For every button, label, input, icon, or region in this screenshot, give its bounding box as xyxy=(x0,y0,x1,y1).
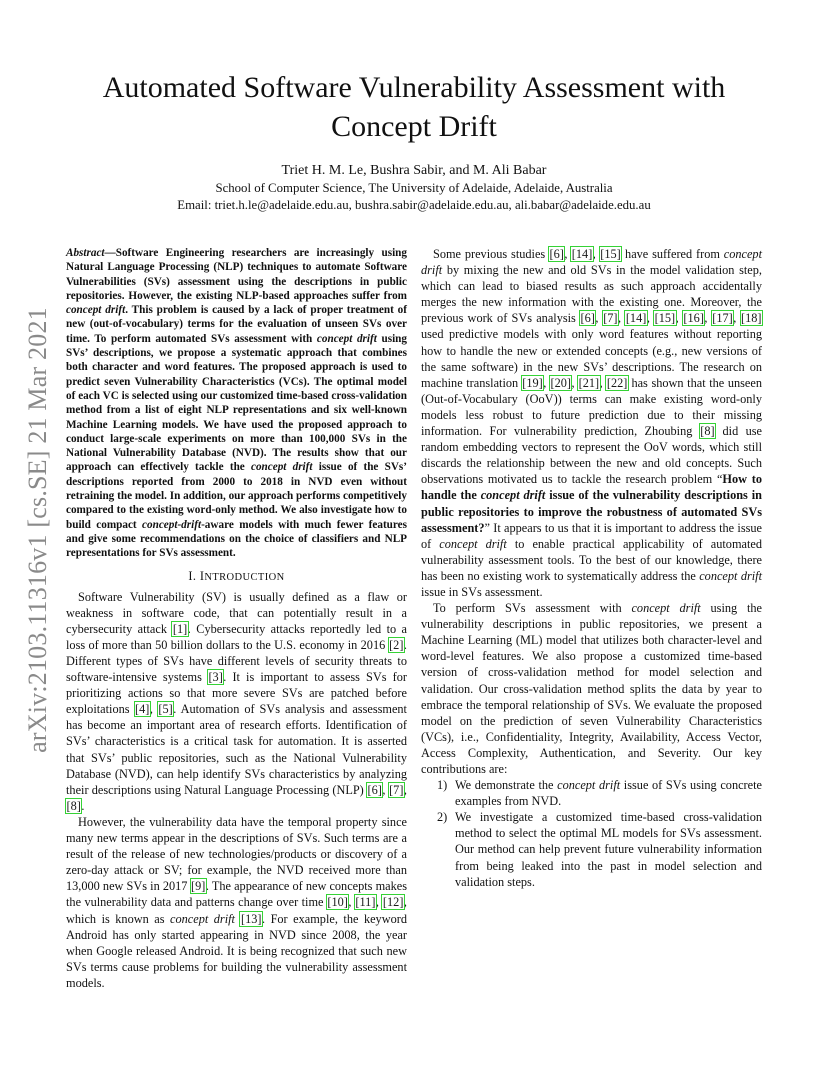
abstract-emph: concept drift xyxy=(316,332,377,345)
citation-link[interactable]: [19] xyxy=(522,375,543,390)
citation-link[interactable]: [14] xyxy=(625,311,647,326)
abstract-emph: concept drift xyxy=(66,304,126,317)
citation-link[interactable]: [6] xyxy=(580,311,595,326)
citation-link[interactable]: [3] xyxy=(208,670,223,685)
abstract-text: -aware models with much fewer features and give some recommendations on the choice of classifiers and NLP representations for SVs assessment. xyxy=(66,518,407,560)
abstract-dash: — xyxy=(104,247,116,259)
citation-link[interactable]: [21] xyxy=(578,375,600,390)
citation-link[interactable]: [13] xyxy=(240,911,262,926)
citation-link[interactable]: [10] xyxy=(327,895,348,910)
citation-link[interactable]: [4] xyxy=(135,702,150,717)
citation-link[interactable]: [22] xyxy=(606,375,628,390)
citation-link[interactable]: [7] xyxy=(389,782,404,797)
section-number: I. I xyxy=(188,568,205,583)
abstract-emph: concept drift xyxy=(250,461,313,474)
citation-link[interactable]: [8] xyxy=(66,798,81,813)
right-column xyxy=(421,246,762,890)
paragraph: Software Vulnerability (SV) is usually defined as a flaw or weakness in software code, that can potentially result in a cybersecurity attack [1]. Cybersecurity attacks reportedly led to a loss of more than 50 billion dollars to the U.S. economy in 2016 [2]. Different types of SVs have different levels of security threats to software-intensive systems [3]. It is important to assess SVs for prioritizing actions so that more severe SVs are patched before exploitations [4], [5]. Automation of SVs analysis and assessment has become an important area of research efforts. Identification of SVs’ characteristics is a critical task for automation. It is asserted that SVs’ public repositories, such as the National Vulnerability Database (NVD), can help identify SVs characteristics by analyzing their descriptions using Natural Language Processing (NLP) [6], [7], [8]. xyxy=(66,589,407,813)
citation-link[interactable]: [12] xyxy=(382,895,404,910)
list-item: 2) We investigate a customized time-based cross-validation method to select the optimal ML models for SVs assessment. Our method can help prevent future vulnerability information from being leaked into the past in model selection and validation steps. xyxy=(437,810,762,889)
contributions-list xyxy=(421,777,762,890)
citation-link[interactable]: [6] xyxy=(367,782,382,797)
abstract-text: issue of the SVs’ descriptions reported from 2000 to 2018 in NVD even without retraining the model. In addition, our approach performs competitively compared to the existing word-only method. We also investigate how to build compact xyxy=(66,461,407,531)
email-line: Email: triet.h.le@adelaide.edu.au, bushra.sabir@adelaide.edu.au, ali.babar@adelaide.edu.au xyxy=(177,198,651,212)
citation-link[interactable]: [17] xyxy=(712,311,733,326)
abstract-text: using SVs’ descriptions, we propose a systematic approach that combines both character and word features. The proposed approach is used to predict seven Vulnerability Characteristics (VCs). The optimal model of each VC is selected using our customized time-based cross-validation method from a list of eight NLP representations and six well-known Machine Learning models. We have used the proposed approach to conduct large-scale experiments on more than 100,000 SVs in the National Vulnerability Database (NVD). The results show that our approach can effectively tackle the xyxy=(66,332,407,474)
citation-link[interactable]: [20] xyxy=(550,375,571,390)
citation-link[interactable]: [11] xyxy=(355,895,376,910)
section-heading-introduction xyxy=(66,568,407,586)
section-title: NTRODUCTION xyxy=(204,571,285,583)
arxiv-identifier: arXiv:2103.11316v1 [cs.SE] 21 Mar 2021 xyxy=(23,307,52,753)
citation-link[interactable]: [18] xyxy=(741,311,762,326)
citation-link[interactable]: [8] xyxy=(700,424,715,439)
title-line-2: Concept Drift xyxy=(331,110,497,143)
citation-link[interactable]: [16] xyxy=(683,311,704,326)
citation-link[interactable]: [15] xyxy=(600,247,621,261)
citation-link[interactable]: [15] xyxy=(654,311,676,326)
paragraph: To perform SVs assessment with concept drift using the vulnerability descriptions in public repositories, we present a Machine Learning (ML) model that utilizes both character-level and word-level features. We also propose a customized time-based version of cross-validation method for model selection and validation. Our cross-validation method splits the data by year to embrace the temporal relationship of SVs. We evaluate the proposed model on the prediction of seven Vulnerability Characteristics (VCs), i.e., Confidentiality, Integrity, Availability, Access Vector, Access Complexity, Authentication, and Severity. Our key contributions are: xyxy=(421,601,762,776)
abstract-text: Software Engineering researchers are increasingly using Natural Language Processing (NLP) techniques to automate Software Vulnerabilities (SVs) assessment using the descriptions in public repositories. However, the existing NLP-based approaches suffer from xyxy=(66,247,407,302)
citation-link[interactable]: [14] xyxy=(571,247,593,261)
left-column xyxy=(66,246,407,991)
abstract-label: Abstract xyxy=(66,247,105,259)
abstract-text: . This problem is caused by a lack of proper treatment of new (out-of-vocabulary) terms for the evaluation of unseen SVs over time. To perform automated SVs assessment with xyxy=(66,304,407,345)
abstract-emph: concept-drift xyxy=(142,518,202,531)
affiliation: School of Computer Science, The University of Adelaide, Adelaide, Australia xyxy=(215,181,613,195)
citation-link[interactable]: [7] xyxy=(603,311,618,326)
citation-link[interactable]: [9] xyxy=(191,879,206,894)
paper-title xyxy=(60,68,768,146)
paragraph: Some previous studies [6], [14], [15] have suffered from concept drift by mixing the new and old SVs in the model validation step, which can lead to biased results as such approach accidentally merges the new information with the existing one. Moreover, the previous work of SVs analysis [6], [7], [14], [15], [16], [17], [18] used predictive models with only word features without reporting how to handle the new or extended concepts (e.g., new versions of the same software) in the new SVs’ descriptions. The research on machine translation [19], [20], [21], [22] has shown that the unseen (Out-of-Vocabulary (OoV)) terms can make existing word-only models less robust to future prediction due to their missing information. For vulnerability prediction, Zhoubing [8] did use random embedding vectors to represent the OoV words, which still discards the relationship between the new and old concepts. Such observations motivated us to tackle the research problem “How to handle the concept drift issue of the vulnerability descriptions in public repositories to improve the robustness of automated SVs assessment?” It appears to us that it is important to address the issue of concept drift to enable practical applicability of automated vulnerability assessment tools. To the best of our knowledge, there has been no existing work to systematically address the concept drift issue in SVs assessment. xyxy=(421,247,763,599)
citation-link[interactable]: [5] xyxy=(158,702,173,717)
citation-link[interactable]: [1] xyxy=(172,621,188,636)
citation-link[interactable]: [2] xyxy=(389,637,404,652)
citation-link[interactable]: [6] xyxy=(549,247,564,261)
research-question: How to handle the concept drift issue of the vulnerability descriptions in public repositories to improve the robustness of automated SVs assessment? xyxy=(421,472,762,535)
abstract xyxy=(66,246,407,561)
title-line-1: Automated Software Vulnerability Assessment with xyxy=(102,71,726,104)
arxiv-sidebar xyxy=(20,290,56,770)
authors: Triet H. M. Le, Bushra Sabir, and M. Ali Babar xyxy=(281,163,547,178)
list-item: 1) We demonstrate the concept drift issue of SVs using concrete examples from NVD. xyxy=(437,778,762,809)
paragraph: However, the vulnerability data have the temporal property since many new terms appear in the descriptions of SVs. Such terms are a result of the release of new technologies/products or discovery of a zero-day attack or SV; for example, the NVD received more than 13,000 new SVs in 2017 [9]. The appearance of new concepts makes the vulnerability data and patterns change over time [10], [11], [12], which is known as concept drift [13]. For example, the keyword Android has only started appearing in NVD since 2008, the year when Google released Android. It is being recognized that such new SVs terms cause problems for building the vulnerability assessment models. xyxy=(66,814,407,990)
